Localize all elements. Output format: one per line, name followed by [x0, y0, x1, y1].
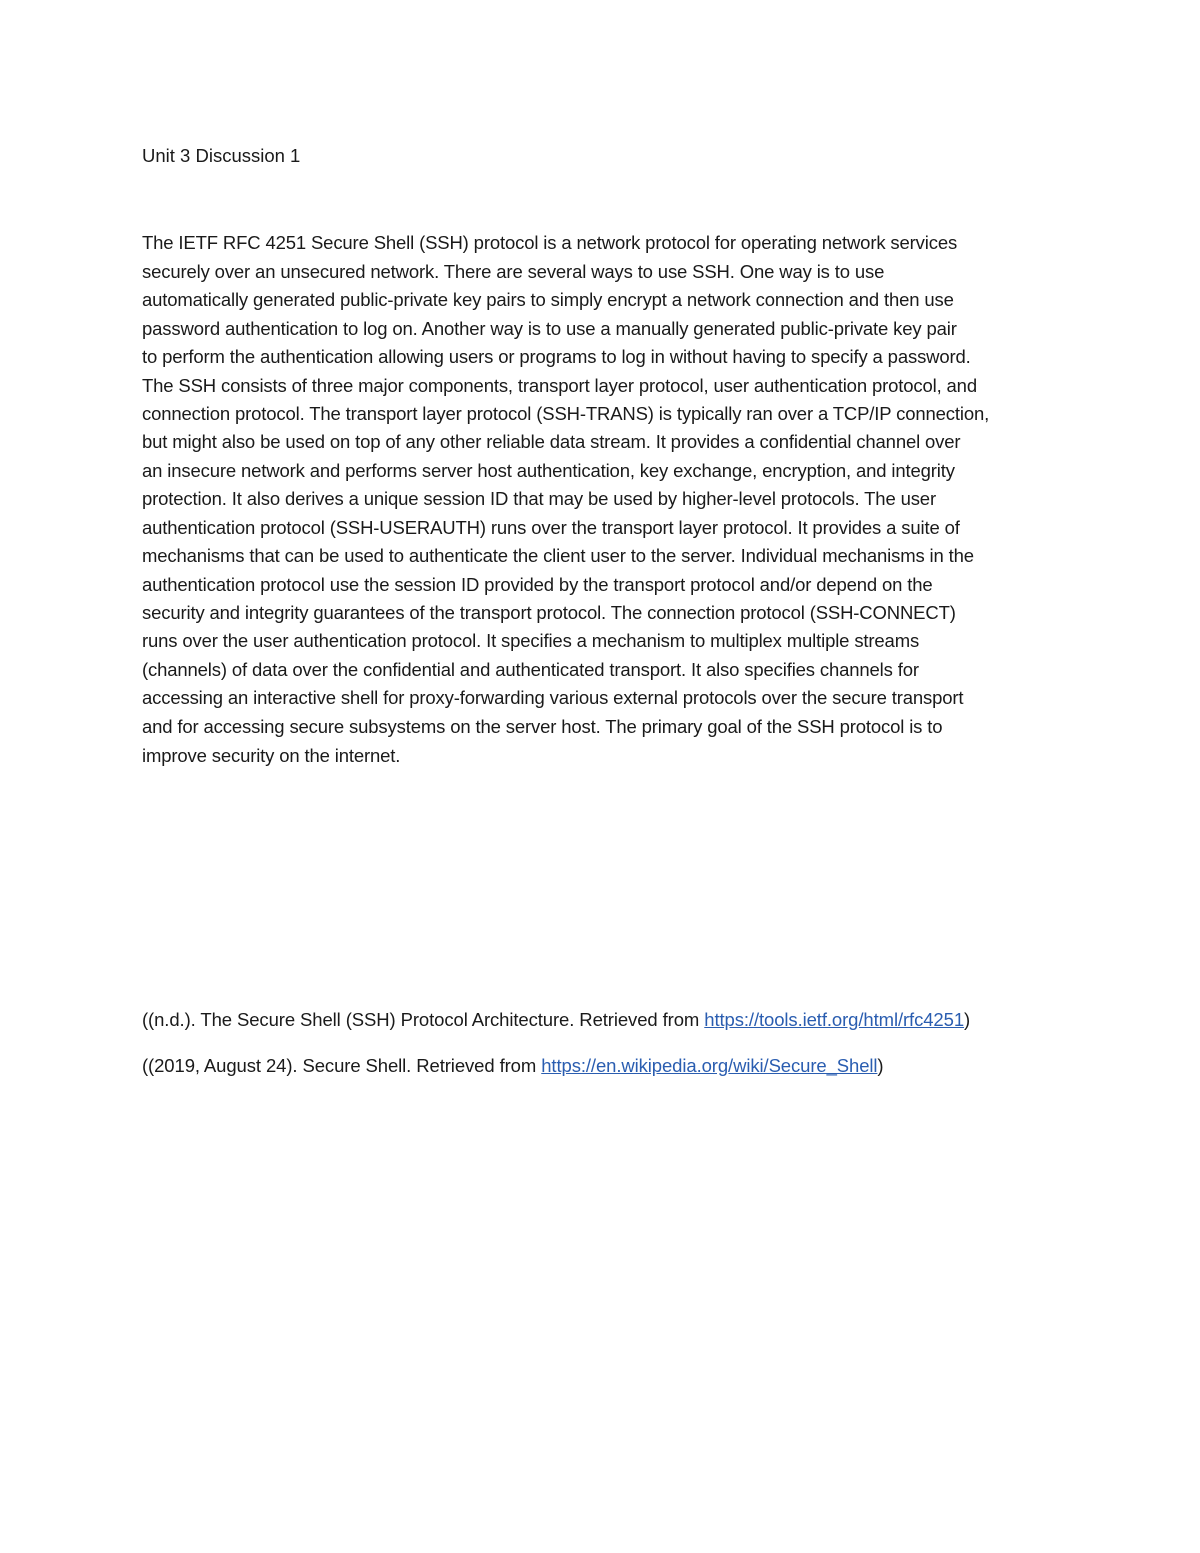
paragraph-line: password authentication to log on. Another way is to use a manually generated public-private key pair — [142, 318, 957, 339]
reference-entry — [142, 1054, 883, 1078]
reference-link[interactable]: https://en.wikipedia.org/wiki/Secure_Shell — [541, 1055, 878, 1076]
paragraph-line: authentication protocol use the session ID provided by the transport protocol and/or depend on the — [142, 574, 933, 595]
paragraph-line: authentication protocol (SSH-USERAUTH) runs over the transport layer protocol. It provides a suite of — [142, 517, 960, 538]
paragraph-line: The SSH consists of three major components, transport layer protocol, user authentication protocol, and — [142, 375, 977, 396]
paragraph-line: The IETF RFC 4251 Secure Shell (SSH) protocol is a network protocol for operating network services — [142, 232, 958, 253]
reference-text: ((2019, August 24). Secure Shell. Retrieved from — [142, 1055, 542, 1076]
paragraph-line: protection. It also derives a unique session ID that may be used by higher-level protocols. The user — [142, 488, 936, 509]
paragraph-line: to perform the authentication allowing users or programs to log in without having to specify a password. — [142, 346, 971, 367]
paragraph-line: automatically generated public-private key pairs to simply encrypt a network connection and then use — [142, 289, 954, 310]
paragraph-line: improve security on the internet. — [142, 745, 401, 766]
paragraph-line: but might also be used on top of any other reliable data stream. It provides a confidential channel over — [142, 431, 961, 452]
paragraph-line: runs over the user authentication protocol. It specifies a mechanism to multiplex multiple streams — [142, 630, 920, 651]
reference-link[interactable]: https://tools.ietf.org/html/rfc4251 — [704, 1009, 965, 1030]
paragraph-line: an insecure network and performs server host authentication, key exchange, encryption, and integrity — [142, 460, 955, 481]
document-title: Unit 3 Discussion 1 — [142, 145, 301, 166]
paragraph-line: and for accessing secure subsystems on the server host. The primary goal of the SSH protocol is to — [142, 716, 943, 737]
paragraph-line: (channels) of data over the confidential and authenticated transport. It also specifies channels for — [142, 659, 919, 680]
reference-text: ((n.d.). The Secure Shell (SSH) Protocol Architecture. Retrieved from — [142, 1009, 705, 1030]
paragraph-line: accessing an interactive shell for proxy-forwarding various external protocols over the secure transport — [142, 687, 964, 708]
paragraph-line: mechanisms that can be used to authenticate the client user to the server. Individual mechanisms in the — [142, 545, 974, 566]
reference-suffix: ) — [964, 1009, 971, 1030]
paragraph-line: securely over an unsecured network. There are several ways to use SSH. One way is to use — [142, 261, 885, 282]
paragraph-line: security and integrity guarantees of the transport protocol. The connection protocol (SSH-CONNECT) — [142, 602, 956, 623]
reference-entry — [142, 1008, 970, 1032]
reference-suffix: ) — [877, 1055, 884, 1076]
paragraph-line: connection protocol. The transport layer protocol (SSH-TRANS) is typically ran over a TCP/IP connection, — [142, 403, 990, 424]
